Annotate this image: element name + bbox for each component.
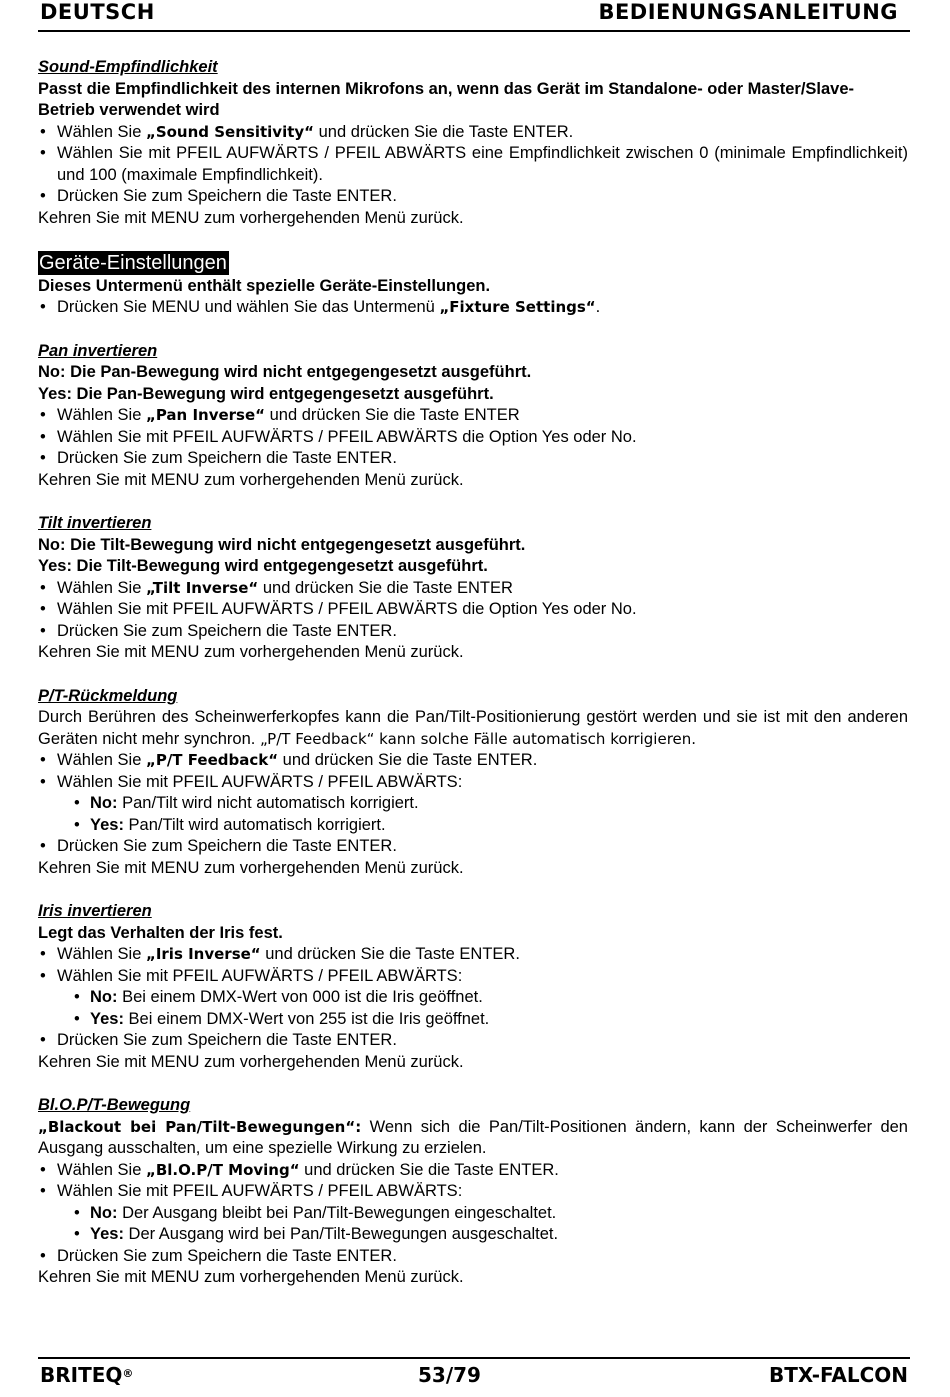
text: Pan/Tilt wird automatisch korrigiert. <box>123 815 386 834</box>
menu-keyword: „Bl.O.P/T Moving“ <box>145 1160 300 1179</box>
header-doc-type: BEDIENUNGSANLEITUNG <box>598 0 898 24</box>
list-item <box>38 405 908 427</box>
text: Bei einem DMX-Wert von 255 ist die Iris geöffnet. <box>123 1009 490 1028</box>
section-description: Passt die Empfindlichkeit des internen Mikrofons an, wenn das Gerät im Standalone- oder Master/Slave-Betrieb verwendet wird <box>38 79 855 119</box>
text: und drücken Sie die Taste ENTER. <box>314 122 574 141</box>
list-item <box>38 1160 908 1182</box>
section-iris-inverse <box>38 901 908 1073</box>
brand-name <box>40 1365 133 1387</box>
menu-keyword: „Blackout bei Pan/Tilt-Bewegungen“: <box>38 1117 362 1136</box>
option-list <box>38 793 908 836</box>
list-item: • Wählen Sie mit PFEIL AUFWÄRTS / PFEIL ABWÄRTS: <box>38 1181 908 1203</box>
section-description <box>38 1117 908 1160</box>
page-header <box>38 2 910 32</box>
back-instruction: Kehren Sie mit MENU zum vorhergehenden Menü zurück. <box>38 1052 464 1071</box>
text: Wählen Sie <box>57 945 146 963</box>
option-no: No: Die Tilt-Bewegung wird nicht entgegengesetzt ausgeführt. <box>38 535 526 554</box>
step-list <box>38 944 908 987</box>
menu-keyword: „Iris Inverse“ <box>145 945 261 963</box>
header-language: DEUTSCH <box>40 0 155 24</box>
section-title: Pan invertieren <box>38 341 158 360</box>
text: Pan/Tilt wird nicht automatisch korrigiert. <box>117 794 419 812</box>
text: . <box>595 298 601 316</box>
step-list <box>38 750 908 793</box>
menu-keyword: „Pan Inverse“ <box>145 406 266 424</box>
text: Bei einem DMX-Wert von 000 ist die Iris geöffnet. <box>117 988 483 1006</box>
back-instruction: Kehren Sie mit MENU zum vorhergehenden Menü zurück. <box>38 470 464 489</box>
page-footer <box>38 1357 910 1395</box>
option-item <box>38 1203 908 1225</box>
page-number: 53/79 <box>418 1363 481 1387</box>
option-yes: Yes: Die Pan-Bewegung wird entgegengesetzt ausgeführt. <box>38 384 494 403</box>
registered-mark: ® <box>122 1367 134 1380</box>
option-label: Yes: <box>90 815 124 834</box>
back-instruction: Kehren Sie mit MENU zum vorhergehenden Menü zurück. <box>38 858 464 877</box>
text: Wählen Sie <box>57 1160 146 1179</box>
page-content <box>38 57 908 1289</box>
option-label: No: <box>90 988 118 1006</box>
section-blackout-pt-moving <box>38 1095 908 1289</box>
text: Drücken Sie MENU und wählen Sie das Untermenü <box>57 298 440 316</box>
text: Wählen Sie <box>57 578 146 597</box>
back-instruction: Kehren Sie mit MENU zum vorhergehenden Menü zurück. <box>38 643 464 661</box>
list-item: • Drücken Sie zum Speichern die Taste ENTER. <box>38 621 908 643</box>
section-title: Iris invertieren <box>38 902 152 920</box>
option-no: No: Die Pan-Bewegung wird nicht entgegengesetzt ausgeführt. <box>38 363 532 381</box>
list-item <box>38 944 908 966</box>
list-item: • Wählen Sie mit PFEIL AUFWÄRTS / PFEIL ABWÄRTS die Option Yes oder No. <box>38 599 908 621</box>
section-title: Bl.O.P/T-Bewegung <box>38 1096 191 1114</box>
list-item: • Drücken Sie zum Speichern die Taste ENTER. <box>38 1030 908 1052</box>
list-item: • Wählen Sie mit PFEIL AUFWÄRTS / PFEIL ABWÄRTS die Option Yes oder No. <box>38 427 908 449</box>
step-list <box>38 1160 908 1203</box>
text: Der Ausgang wird bei Pan/Tilt-Bewegungen ausgeschaltet. <box>123 1225 559 1243</box>
section-title: P/T-Rückmeldung <box>38 686 178 705</box>
list-item: • Drücken Sie zum Speichern die Taste ENTER. <box>38 186 908 208</box>
menu-keyword: „P/T Feedback“ kann solche Fälle automatisch korrigieren. <box>259 729 697 748</box>
menu-keyword: „P/T Feedback“ <box>145 751 279 769</box>
list-item <box>38 122 908 144</box>
text: Wählen Sie <box>57 406 146 424</box>
section-sound-sensitivity <box>38 57 908 229</box>
text: Wählen Sie <box>57 122 146 141</box>
option-label: Yes: <box>90 1225 124 1243</box>
text: und drücken Sie die Taste ENTER. <box>278 751 538 769</box>
back-instruction: Kehren Sie mit MENU zum vorhergehenden Menü zurück. <box>38 208 464 227</box>
list-item: • Wählen Sie mit PFEIL AUFWÄRTS / PFEIL ABWÄRTS: <box>38 966 908 988</box>
text: und drücken Sie die Taste ENTER. <box>260 945 520 963</box>
list-item: • Drücken Sie zum Speichern die Taste ENTER. <box>38 836 908 858</box>
list-item: • Drücken Sie zum Speichern die Taste ENTER. <box>38 448 908 470</box>
option-list <box>38 987 908 1030</box>
option-item <box>38 987 908 1009</box>
brand-text: BRITEQ <box>40 1363 123 1387</box>
section-description: Dieses Untermenü enthält spezielle Geräte-Einstellungen. <box>38 276 491 295</box>
section-tilt-inverse <box>38 513 908 664</box>
model-name: BTX-FALCON <box>769 1363 908 1387</box>
step-list <box>38 578 908 643</box>
section-title: Tilt invertieren <box>38 514 152 532</box>
text: Durch Berühren des Scheinwerferkopfes kann die Pan/Tilt-Positionierung gestört werden und sie ist mit den anderen Geräten nicht mehr synchron. <box>38 708 908 748</box>
list-item: • Wählen Sie mit PFEIL AUFWÄRTS / PFEIL ABWÄRTS eine Empfindlichkeit zwischen 0 (minimale Empfindlichkeit) und 100 (maximale Empfindlichkeit). <box>38 143 908 186</box>
option-item <box>38 815 908 837</box>
step-list <box>38 836 908 858</box>
menu-keyword: „Fixture Settings“ <box>439 298 596 316</box>
option-label: No: <box>90 1203 118 1222</box>
list-item <box>38 750 908 772</box>
step-list <box>38 297 908 319</box>
chapter-title: Geräte-Einstellungen <box>39 252 227 274</box>
section-pt-feedback <box>38 686 908 880</box>
option-yes: Yes: Die Tilt-Bewegung wird entgegengesetzt ausgeführt. <box>38 557 488 575</box>
list-item: • Drücken Sie zum Speichern die Taste ENTER. <box>38 1246 908 1268</box>
back-instruction: Kehren Sie mit MENU zum vorhergehenden Menü zurück. <box>38 1268 464 1286</box>
text: und drücken Sie die Taste ENTER. <box>299 1160 559 1179</box>
list-item: • Wählen Sie mit PFEIL AUFWÄRTS / PFEIL ABWÄRTS: <box>38 772 908 794</box>
option-list <box>38 1203 908 1246</box>
text: und drücken Sie die Taste ENTER <box>265 406 520 424</box>
option-item <box>38 793 908 815</box>
menu-keyword: „Tilt Inverse“ <box>145 578 259 597</box>
step-list <box>38 405 908 470</box>
list-item <box>38 297 908 319</box>
section-pan-inverse <box>38 341 908 492</box>
step-list <box>38 122 908 208</box>
option-label: No: <box>90 794 118 812</box>
section-description <box>38 707 908 750</box>
option-item <box>38 1224 908 1246</box>
menu-keyword: „Sound Sensitivity“ <box>145 122 315 141</box>
section-description: Legt das Verhalten der Iris fest. <box>38 923 283 942</box>
text: Wählen Sie <box>57 751 146 769</box>
list-item <box>38 578 908 600</box>
section-title: Sound-Empfindlichkeit <box>38 58 218 76</box>
text: Wenn sich die Pan/Tilt-Positionen ändern, kann der Scheinwerfer den Ausgang ausschalten, um eine spezielle Wirkung zu erzielen. <box>38 1117 908 1157</box>
option-item <box>38 1009 908 1031</box>
text: und drücken Sie die Taste ENTER <box>258 578 513 597</box>
step-list <box>38 1246 908 1268</box>
section-fixture-settings <box>38 251 908 319</box>
text: Der Ausgang bleibt bei Pan/Tilt-Bewegungen eingeschaltet. <box>117 1203 557 1222</box>
step-list <box>38 1030 908 1052</box>
option-label: Yes: <box>90 1009 124 1028</box>
